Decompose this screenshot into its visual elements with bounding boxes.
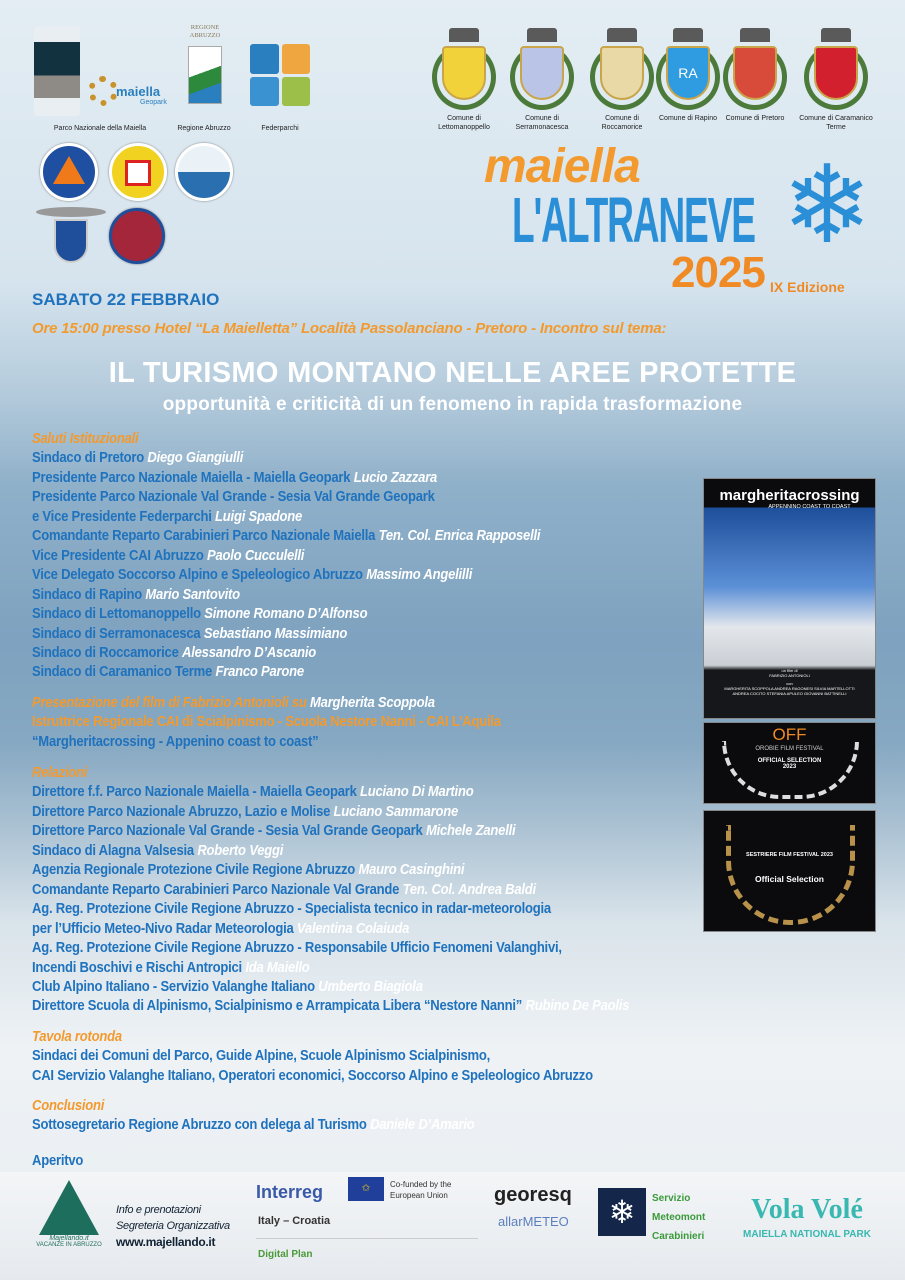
role: Direttore Parco Nazionale Val Grande - Sesia Val Grande Geopark [32, 823, 423, 840]
role: Comandante Reparto Carabinieri Parco Nazionale Maiella [32, 528, 376, 545]
off-year: 2023 [782, 764, 797, 770]
orobie-laurel [703, 722, 876, 804]
role: Comandante Reparto Carabinieri Parco Nazionale Val Grande [32, 881, 400, 898]
person-name: Roberto Veggi [197, 842, 284, 859]
tavola-section [32, 1028, 593, 1086]
regione-caption: Regione Abruzzo [177, 125, 231, 132]
saluti-heading: Saluti Istituzionali [32, 431, 139, 447]
role: Presidente Parco Nazionale Val Grande - Sesia Val Grande Geopark [32, 489, 435, 506]
regione-logo-text: REGIONE ABRUZZO [189, 24, 221, 39]
role: Direttore Scuola di Alpinismo, Scialpinismo e Arrampicata Libera “Nestore Nanni” [32, 998, 523, 1015]
program-line [32, 881, 629, 900]
parco-nazionale-logo [34, 26, 80, 116]
off-festival: OROBIE FILM FESTIVAL [755, 746, 824, 752]
crown-icon [607, 28, 637, 42]
info-label: Info e prenotazioni [116, 1204, 201, 1216]
program-line [32, 822, 629, 841]
sestriere-laurel [703, 810, 876, 932]
person-name: Valentina Colaiuda [296, 920, 410, 937]
federparchi-caption: Federparchi [261, 125, 299, 132]
tavola-line: CAI Servizio Valanghe Italiano, Operatori economici, Soccorso Alpino e Speleologico Abruzzo [32, 1067, 593, 1084]
film-section [32, 694, 501, 752]
event-logo-altraneve: L'ALTRANEVE [512, 184, 755, 256]
event-logo-year: 2025 [671, 248, 765, 297]
meteomont-text: Meteomont [652, 1212, 706, 1223]
program-line [32, 625, 540, 644]
snowflake-icon: ❄ [781, 150, 873, 260]
website-link[interactable]: www.majellando.it [116, 1235, 216, 1249]
meteomont-text: Carabinieri [652, 1231, 705, 1242]
program-line [32, 527, 540, 546]
regione-abruzzo-logo [178, 24, 232, 112]
poster-subtitle: APPENNINO COAST TO COAST [768, 504, 851, 510]
program-line [32, 978, 629, 997]
digital-plan-logo: Digital Plan [258, 1249, 313, 1260]
role: Direttore Parco Nazionale Abruzzo, Lazio e Molise [32, 803, 331, 820]
crown-icon [449, 28, 479, 42]
comune-caption: Comune di Caramanico Terme [799, 115, 873, 131]
tavola-heading: Tavola rotonda [32, 1029, 122, 1045]
person-name: Lucio Zazzara [353, 469, 438, 486]
person-name: Umberto Biagiola [318, 978, 423, 995]
comune-caption: Comune di Pretoro [725, 115, 785, 122]
comune-caption: Comune di Serramonacesca [515, 115, 569, 131]
program-line [32, 469, 540, 488]
program-line [32, 663, 540, 682]
person-name: Alessandro D’Ascanio [182, 644, 317, 661]
crown-icon [740, 28, 770, 42]
geopark-text: maiella [116, 84, 161, 99]
poster-credit-label: un film di [781, 668, 798, 673]
role: Sindaco di Roccamorice [32, 644, 179, 661]
crown-icon [821, 28, 851, 42]
program-line [32, 803, 629, 822]
program-line [32, 939, 629, 958]
servizio-valanghe-logo [175, 143, 233, 201]
tavola-line: Sindaci dei Comuni del Parco, Guide Alpine, Scuole Alpinismo Scialpinismo, [32, 1048, 491, 1065]
comune-crest [427, 26, 501, 112]
divider [256, 1238, 478, 1239]
poster-director: FABRIZIO ANTONIOLI [769, 673, 810, 678]
person-name: Franco Parone [215, 664, 304, 681]
role: Sindaco di Lettomanoppello [32, 606, 201, 623]
majellando-logo-sub: VACANZE IN ABRUZZO [36, 1242, 102, 1248]
comune-crest [718, 26, 792, 112]
poster-cast: MARGHERITA SCOPPOLA ANDREA RAGONESI SILVIA MARTELLOTTI [724, 686, 855, 691]
majellando-logo [28, 1180, 110, 1266]
parco-caption: Parco Nazionale della Maiella [53, 125, 147, 132]
person-name: Michele Zanelli [425, 823, 516, 840]
role: Agenzia Regionale Protezione Civile Regione Abruzzo [32, 862, 356, 879]
person-name: Paolo Cucculelli [207, 547, 305, 564]
role: Incendi Boschivi e Rischi Antropici [32, 959, 242, 976]
scuola-nestore-nanni-logo [109, 208, 165, 264]
role: Vice Delegato Soccorso Alpino e Speleologico Abruzzo [32, 567, 363, 584]
program-line [32, 959, 629, 978]
coat-of-arms-icon [733, 46, 777, 100]
event-venue: Ore 15:00 presso Hotel “La Maielletta” Località Passolanciano - Pretoro - Incontro sul tema: [32, 320, 667, 337]
segreteria-label: Segreteria Organizzativa [116, 1220, 230, 1232]
program-line [32, 900, 629, 919]
georesq-logo: georesq [494, 1184, 572, 1206]
role: Sindaco di Serramonacesca [32, 625, 201, 642]
comune-crest [585, 26, 659, 112]
program-line [32, 861, 629, 880]
interreg-logo: Interreg [256, 1182, 324, 1202]
comune-crest [505, 26, 579, 112]
comune-caption: Comune di Rapino [659, 115, 717, 122]
laurel-icon [722, 741, 859, 799]
program-line [32, 920, 629, 939]
majellando-logo-text: Majellando.it [49, 1235, 89, 1242]
person-name: Rubino De Paolis [525, 998, 630, 1015]
person-name: Luciano Sammarone [333, 803, 459, 820]
poster-cast: ANDREA COCITO STEFANIA APULEO GIOVANNI BATTINELLI [732, 691, 847, 696]
person-name: Ida Maiello [245, 959, 310, 976]
volavole-sub: MAIELLA NATIONAL PARK [743, 1229, 871, 1240]
person-name: Massimo Angelilli [366, 567, 473, 584]
role: Sindaco di Rapino [32, 586, 143, 603]
film-title: “Margheritacrossing - Appenino coast to coast” [32, 733, 319, 750]
person-name: Ten. Col. Enrica Rapposelli [378, 528, 541, 545]
federparchi-logo [250, 44, 310, 106]
program-line [32, 508, 540, 527]
program-line [32, 449, 540, 468]
crown-icon [673, 28, 703, 42]
person-name: Diego Giangiulli [147, 450, 244, 467]
interreg-region: Italy – Croatia [258, 1215, 331, 1227]
poster-cast-label: con [786, 681, 793, 686]
poster-title: margheritacrossing [719, 487, 860, 504]
comune-crest [651, 26, 725, 112]
laurel-icon [726, 825, 855, 925]
role: e Vice Presidente Federparchi [32, 508, 212, 525]
film-guest-role: Istruttrice Regionale CAI di Scialpinismo - Scuola Nestore Nanni - CAI L’Aquila [32, 714, 501, 731]
program-line [32, 605, 540, 624]
meteomont-logo: ❄ [598, 1188, 646, 1236]
geopark-sub: Geopark [140, 99, 167, 106]
coat-of-arms-icon: RA [666, 46, 710, 100]
eu-flag-icon: ✩ [348, 1177, 384, 1201]
eu-cofunded: Co-funded by the European Union [390, 1180, 452, 1200]
program-line [32, 488, 540, 507]
volavole-logo: Vola Volé [751, 1194, 863, 1225]
coat-of-arms-icon [814, 46, 858, 100]
relazioni-section [32, 764, 629, 1017]
person-name: Ten. Col. Andrea Baldi [402, 881, 536, 898]
role: Club Alpino Italiano - Servizio Valanghe Italiano [32, 978, 315, 995]
program-line [32, 547, 540, 566]
film-guest: Margherita Scoppola [310, 695, 435, 711]
comune-caption: Comune di Lettomanoppello [438, 115, 490, 131]
event-edition: IX Edizione [770, 279, 845, 295]
relazioni-heading: Relazioni [32, 765, 88, 781]
coat-of-arms-icon [442, 46, 486, 100]
person-name: Mario Santovito [145, 586, 240, 603]
program-line [32, 783, 629, 802]
conclusioni-section [32, 1097, 475, 1136]
sestriere-festival: SESTRIERE FILM FESTIVAL 2023 [746, 852, 833, 858]
role: per l’Ufficio Meteo-Nivo Radar Meteorologia [32, 920, 294, 937]
program-line [32, 644, 540, 663]
role: Vice Presidente CAI Abruzzo [32, 547, 204, 564]
program-line [32, 566, 540, 585]
conclusioni-name: Daniele D’Amario [370, 1117, 475, 1134]
conclusioni-role: Sottosegretario Regione Abruzzo con delega al Turismo [32, 1117, 367, 1134]
comune-crest [799, 26, 873, 112]
event-date: SABATO 22 FEBBRAIO [32, 290, 220, 309]
off-label: OFFICIAL SELECTION [757, 758, 822, 764]
person-name: Luciano Di Martino [360, 784, 474, 801]
coat-of-arms-icon [600, 46, 644, 100]
role: Sindaco di Alagna Valsesia [32, 842, 194, 859]
meteomont-text: Servizio [652, 1193, 691, 1204]
person-name: Mauro Casinghini [358, 862, 465, 879]
page-title: IL TURISMO MONTANO NELLE AREE PROTETTE [108, 357, 797, 389]
program-line [32, 997, 629, 1016]
sestriere-label: Official Selection [755, 874, 824, 884]
soccorso-alpino-logo [109, 143, 167, 201]
role: Sindaco di Caramanico Terme [32, 664, 213, 681]
comuni-row [430, 26, 890, 136]
person-name: Luigi Spadone [215, 508, 303, 525]
saluti-section [32, 430, 540, 683]
protezione-civile-logo [40, 143, 98, 201]
program-line [32, 842, 629, 861]
role: Direttore f.f. Parco Nazionale Maiella - Maiella Geopark [32, 784, 357, 801]
footer [0, 1172, 905, 1280]
event-logo-maiella: maiella [484, 140, 640, 193]
comune-caption: Comune di Roccamorice [601, 115, 643, 131]
cai-logo [36, 207, 106, 265]
page-subtitle: opportunità e criticità di un fenomeno in rapida trasformazione [162, 394, 743, 415]
allarmeteo-logo: allarMETEO [498, 1214, 569, 1229]
maiella-geopark-logo [88, 74, 166, 116]
aperitivo: Aperitvo [32, 1153, 84, 1169]
film-intro: Presentazione del film di Fabrizio Antonioli su [32, 695, 307, 711]
person-name: Sebastiano Massimiano [203, 625, 348, 642]
role: Sindaco di Pretoro [32, 450, 144, 467]
role: Ag. Reg. Protezione Civile Regione Abruzzo - Specialista tecnico in radar-meteorologia [32, 901, 551, 918]
role: Ag. Reg. Protezione Civile Regione Abruzzo - Responsabile Ufficio Fenomeni Valanghivi, [32, 940, 562, 957]
conclusioni-heading: Conclusioni [32, 1098, 105, 1114]
program-line [32, 586, 540, 605]
crown-icon [527, 28, 557, 42]
film-poster [703, 478, 876, 719]
person-name: Simone Romano D’Alfonso [204, 606, 368, 623]
coat-of-arms-icon [520, 46, 564, 100]
role: Presidente Parco Nazionale Maiella - Maiella Geopark [32, 469, 351, 486]
off-logo: OFF [772, 725, 807, 744]
